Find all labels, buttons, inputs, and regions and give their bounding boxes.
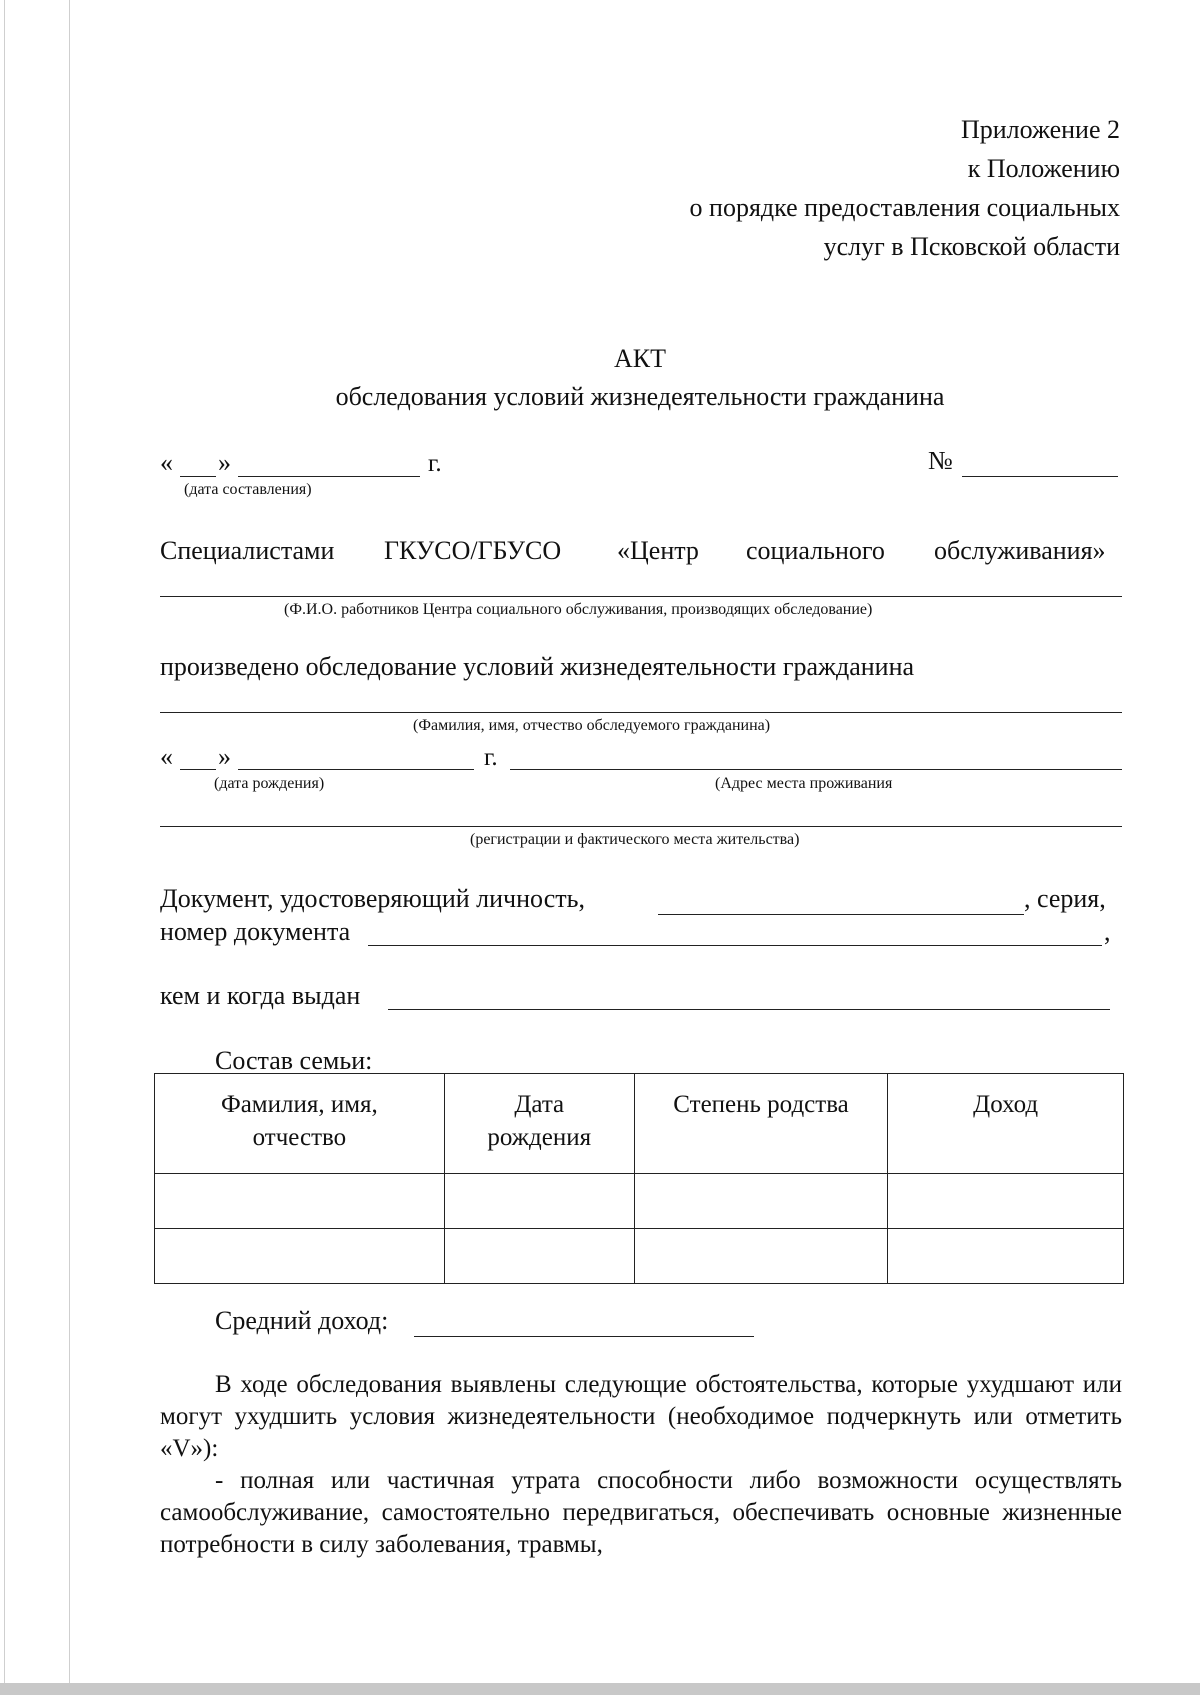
document-series-label: , серия, [1024, 884, 1106, 913]
specialists-word-3: «Центр [617, 536, 699, 565]
birth-close-quote: » [218, 742, 231, 771]
specialists-word-4: социального [746, 536, 885, 565]
citizen-name-line[interactable] [160, 712, 1122, 713]
family-header-income: Доход [888, 1074, 1124, 1174]
address-line[interactable] [510, 769, 1122, 770]
citizen-name-caption: (Фамилия, имя, отчество обследуемого гражданина) [413, 717, 771, 734]
average-income-line[interactable] [414, 1336, 754, 1337]
specialists-word-5: обслуживания» [934, 536, 1106, 565]
birth-caption: (дата рождения) [214, 775, 325, 792]
survey-text: произведено обследование условий жизнедеятельности гражданина [160, 652, 915, 681]
table-cell[interactable] [888, 1229, 1124, 1284]
issued-by-line[interactable] [388, 1009, 1110, 1010]
appendix-line-3: о порядке предоставления социальных [689, 193, 1120, 222]
birth-year-label: г. [484, 744, 498, 771]
table-row [155, 1229, 1124, 1284]
date-day-line[interactable] [180, 476, 216, 477]
family-header-name: Фамилия, имя, отчество [155, 1074, 445, 1174]
date-month-line[interactable] [238, 476, 420, 477]
address-caption-2: (регистрации и фактического места жительства) [470, 831, 800, 848]
table-cell[interactable] [634, 1229, 888, 1284]
table-cell[interactable] [444, 1229, 634, 1284]
table-row [155, 1174, 1124, 1229]
family-label: Состав семьи: [215, 1046, 373, 1075]
family-header-relation: Степень родства [634, 1074, 888, 1174]
number-sign: № [928, 446, 953, 475]
specialists-caption: (Ф.И.О. работников Центра социального обслуживания, производящих обследование) [284, 601, 873, 618]
family-header-birth: Дата рождения [444, 1074, 634, 1174]
appendix-line-4: услуг в Псковской области [823, 232, 1120, 261]
document-type-line[interactable] [658, 914, 1024, 915]
address-caption: (Адрес места проживания [715, 775, 893, 792]
date-open-quote: « [160, 448, 173, 477]
family-table [154, 1073, 1124, 1284]
average-income-label: Средний доход: [215, 1306, 389, 1335]
document-number-label: номер документа [160, 917, 351, 946]
findings-item-1: - полная или частичная утрата способности либо возможности осуществлять самообслуживание, самостоятельно передвигаться, обеспечивать основные жизненные потребности в силу заболевания, травмы, [160, 1467, 1122, 1558]
act-title: АКТ [614, 344, 666, 373]
document-label: Документ, удостоверяющий личность, [160, 884, 585, 913]
birth-open-quote: « [160, 742, 173, 771]
specialists-word-1: Специалистами [160, 536, 335, 565]
appendix-line-2: к Положению [967, 154, 1120, 183]
address-line-2[interactable] [160, 826, 1122, 827]
table-cell[interactable] [155, 1229, 445, 1284]
date-caption: (дата составления) [184, 481, 312, 498]
specialists-names-line[interactable] [160, 596, 1122, 597]
table-cell[interactable] [444, 1174, 634, 1229]
appendix-block [690, 110, 1120, 266]
specialists-word-2: ГКУСО/ГБУСО [384, 536, 562, 565]
document-number-comma: , [1104, 917, 1111, 946]
appendix-line-1: Приложение 2 [960, 115, 1120, 144]
issued-by-label: кем и когда выдан [160, 981, 361, 1010]
page-bottom-band [0, 1683, 1200, 1695]
date-close-quote: » [218, 448, 231, 477]
date-year-label: г. [428, 450, 442, 477]
table-cell[interactable] [634, 1174, 888, 1229]
birth-month-line[interactable] [238, 769, 474, 770]
act-subtitle: обследования условий жизнедеятельности гражданина [335, 382, 945, 411]
table-cell[interactable] [888, 1174, 1124, 1229]
findings-intro: В ходе обследования выявлены следующие обстоятельства, которые ухудшают или могут ухудшить условия жизнедеятельности (необходимое подчеркнуть или отметить «V»): [160, 1371, 1122, 1462]
left-edge-line-1 [4, 0, 5, 1695]
table-cell[interactable] [155, 1174, 445, 1229]
birth-day-line[interactable] [180, 769, 216, 770]
act-number-line[interactable] [962, 476, 1118, 477]
family-header-row [155, 1074, 1124, 1174]
document-number-line[interactable] [368, 945, 1102, 946]
left-edge-line-2 [69, 0, 70, 1695]
